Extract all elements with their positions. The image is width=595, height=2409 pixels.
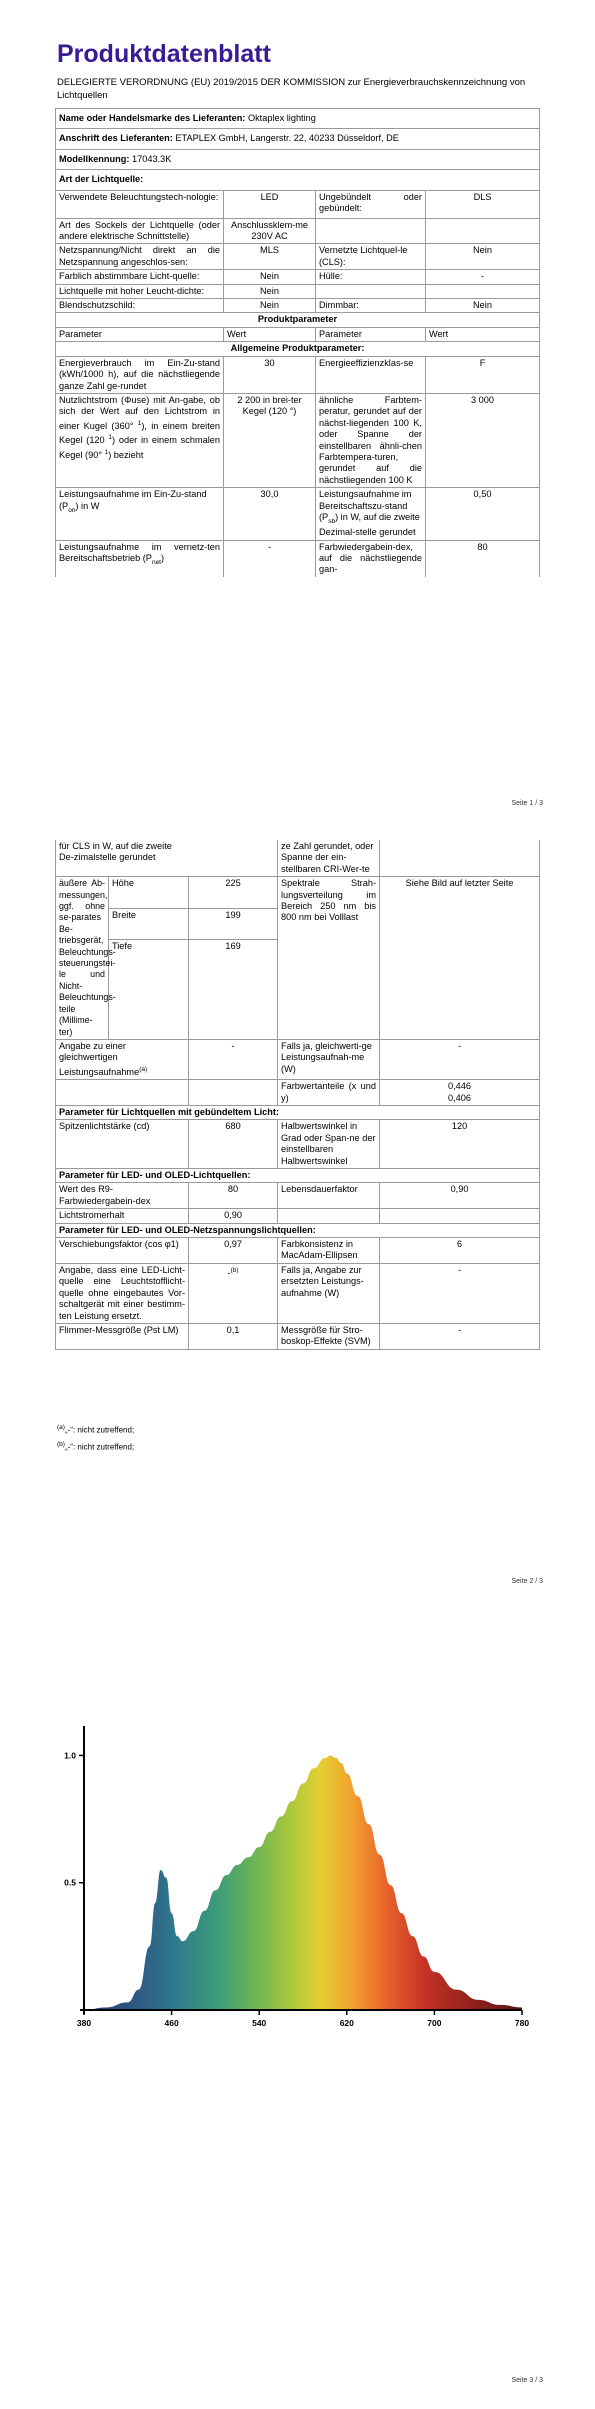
spd-value: Siehe Bild auf letzter Seite — [380, 877, 540, 1040]
x-tick-label: 460 — [164, 2018, 179, 2028]
pnet-label: Leistungsaufnahme im vernetz-ten Bereitschaftsbetrieb $(P_{net})$ — [56, 540, 224, 577]
x-tick-label: 540 — [252, 2018, 267, 2028]
consistency-value: 6 — [380, 1238, 540, 1264]
chroma-value: 0,446 0,406 — [380, 1080, 540, 1106]
dims-row — [56, 877, 540, 908]
flicker-value: 0,1 — [189, 1323, 278, 1349]
chroma-label: Farbwertanteile (x und y) — [278, 1080, 380, 1106]
table-row — [56, 1080, 540, 1106]
cri-label-cont: ze Zahl gerundet, oder Spanne der ein-stellbaren CRI-Wer-te — [278, 840, 380, 877]
address-row — [56, 129, 540, 149]
general-heading-row — [56, 342, 540, 356]
page-number: Seite 1 / 3 — [511, 800, 543, 807]
x-tick-label: 700 — [427, 2018, 442, 2028]
replace-label: Angabe, dass eine LED-Licht-quelle eine Leuchtstofflicht-quelle ohne eingebautes Vor-schaltgerät mit einer bestimm-ten Leistung ersetzt. — [56, 1263, 189, 1323]
table-row — [56, 540, 540, 577]
pon-value: 30,0 — [224, 488, 316, 540]
table-row — [56, 356, 540, 393]
col-header-value: Wert — [224, 327, 316, 341]
supplier-row — [56, 109, 540, 129]
dimmable-label: Dimmbar: — [316, 299, 426, 313]
svm-value: - — [380, 1323, 540, 1349]
tech-label: Verwendete Beleuchtungstech-nologie: — [56, 190, 224, 218]
flux-label: Nutzlichtstrom (Φuse) mit An-gabe, ob sich der Wert auf den Lichtstrom in einer Kugel (360° $^1$), in einem breiten Kegel (120 $^1$) oder in einem schmalen Kegel (90° $^1$) bezieht — [56, 393, 224, 487]
type-heading: Art der Lichtquelle: — [56, 170, 540, 190]
table-row — [56, 840, 540, 877]
luminance-label: Lichtquelle mit hoher Leucht-dichte: — [56, 284, 224, 298]
table-row — [56, 1039, 540, 1079]
page-title: Produktdatenblatt — [57, 40, 271, 68]
unbundled-value: DLS — [426, 190, 540, 218]
replace-w-value: - — [380, 1263, 540, 1323]
dpf-label: Verschiebungsfaktor (cos φ1) — [56, 1238, 189, 1264]
datasheet-table-1 — [55, 108, 540, 577]
cct-value: 3 000 — [426, 393, 540, 487]
spectrum-chart — [48, 1720, 538, 2120]
table-row — [56, 1238, 540, 1264]
beam-label: Halbwertswinkel in Grad oder Span-ne der einstellbaren Halbwertswinkel — [278, 1120, 380, 1169]
cri-value: 80 — [426, 540, 540, 577]
model-row — [56, 149, 540, 169]
model-label: Modellkennung: — [59, 153, 130, 164]
col-header-value: Wert — [426, 327, 540, 341]
spd-label: Spektrale Strah-lungsverteilung im Bereich 250 nm bis 800 nm bei Volllast — [278, 877, 380, 1040]
peak-value: 680 — [189, 1120, 278, 1169]
cls-value: Nein — [426, 244, 540, 270]
tunable-label: Farblich abstimmbare Licht-quelle: — [56, 270, 224, 284]
consistency-label: Farbkonsistenz in MacAdam-Ellipsen — [278, 1238, 380, 1264]
equiv-w-value: - — [380, 1039, 540, 1079]
led-heading: Parameter für LED- und OLED-Lichtquellen: — [56, 1169, 540, 1183]
life-value: 0,90 — [380, 1183, 540, 1209]
directional-heading: Parameter für Lichtquellen mit gebündeltem Licht: — [56, 1106, 540, 1120]
eff-class-value: F — [426, 356, 540, 393]
col-header-param: Parameter — [56, 327, 224, 341]
page-2 — [0, 830, 595, 1620]
mains-label: Netzspannung/Nicht direkt an die Netzspannung angeschlos-sen: — [56, 244, 224, 270]
table-row — [56, 1183, 540, 1209]
tech-value: LED — [224, 190, 316, 218]
table-row — [56, 244, 540, 270]
r9-label: Wert des R9-Farbwiedergabein-dex — [56, 1183, 189, 1209]
product-params-heading-row — [56, 313, 540, 327]
x-tick-label: 780 — [514, 2018, 530, 2028]
table-row — [56, 1323, 540, 1349]
flicker-label: Flimmer-Messgröße (Pst LM) — [56, 1323, 189, 1349]
glare-label: Blendschutzschild: — [56, 299, 224, 313]
equiv-w-label: Falls ja, gleichwerti-ge Leistungsaufnah-me (W) — [278, 1039, 380, 1079]
maint-value: 0,90 — [189, 1209, 278, 1223]
energy-value: 30 — [224, 356, 316, 393]
replace-value: -$^{(b)}$ — [189, 1263, 278, 1323]
energy-label: Energieverbrauch im Ein-Zu-stand (kWh/1000 h), auf die nächstliegende ganze Zahl ge-rundet — [56, 356, 224, 393]
footnote-a: $^{(a)}$„-“: nicht zutreffend; — [57, 1424, 135, 1435]
depth-value: 169 — [189, 939, 278, 1039]
svm-label: Messgröße für Stro-boskop-Effekte (SVM) — [278, 1323, 380, 1349]
x-tick-label: 620 — [339, 2018, 354, 2028]
address-value: ETAPLEX GmbH, Langerstr. 22, 40233 Düsseldorf, DE — [175, 133, 399, 144]
life-label: Lebensdauerfaktor — [278, 1183, 380, 1209]
mains-value: MLS — [224, 244, 316, 270]
table-row — [56, 1209, 540, 1223]
footnote-b: $^{(b)}$„-“: nicht zutreffend; — [57, 1441, 135, 1452]
r9-value: 80 — [189, 1183, 278, 1209]
table-row — [56, 190, 540, 218]
height-label: Höhe — [109, 877, 189, 908]
address-label: Anschrift des Lieferanten: — [59, 133, 173, 144]
beam-value: 120 — [380, 1120, 540, 1169]
flux-value: 2 200 in brei-ter Kegel (120 °) — [224, 393, 316, 487]
table-row — [56, 218, 540, 244]
table-row — [56, 393, 540, 487]
page-number: Seite 3 / 3 — [511, 2377, 543, 2384]
general-heading: Allgemeine Produktparameter: — [56, 342, 540, 356]
spectrum-chart-svg — [48, 1720, 538, 2120]
psb-label: Leistungsaufnahme im Bereitschaftszu-stand $(P_{sb})$ in W, auf die zweite Dezimal-stelle gerundet — [316, 488, 426, 540]
pnet-label-cont: für CLS in W, auf die zweite De-zimalstelle gerundet — [56, 840, 189, 877]
width-label: Breite — [109, 908, 189, 939]
depth-label: Tiefe — [109, 939, 189, 1039]
cls-label: Vernetzte Lichtquel-le (CLS): — [316, 244, 426, 270]
spectrum-area-0 — [84, 1755, 522, 2010]
replace-w-label: Falls ja, Angabe zur ersetzten Leistungs-aufnahme (W) — [278, 1263, 380, 1323]
table-row — [56, 488, 540, 540]
dpf-value: 0,97 — [189, 1238, 278, 1264]
regulation-text: DELEGIERTE VERORDNUNG (EU) 2019/2015 DER KOMMISSION zur Energieverbrauchskennzeichnung von Lichtquellen — [57, 77, 526, 101]
type-heading-row — [56, 170, 540, 190]
socket-label: Art des Sockels der Lichtquelle (oder andere elektrische Schnittstelle) — [56, 218, 224, 244]
tunable-value: Nein — [224, 270, 316, 284]
mains-heading: Parameter für LED- und OLED-Netzspannungslichtquellen: — [56, 1223, 540, 1237]
page-number: Seite 2 / 3 — [511, 1578, 543, 1585]
equiv-label: Angabe zu einer gleichwertigen Leistungsaufnahme$^{(a)}$ — [56, 1039, 189, 1079]
datasheet-table-2 — [55, 840, 540, 1350]
cri-label: Farbwiedergabein-dex, auf die nächstliegende gan- — [316, 540, 426, 577]
cct-label: ähnliche Farbtem-peratur, gerundet auf der nächst-liegenden 100 K, oder Spanne der einstellbaren ähnli-chen Farbtempera-turen, gerundet auf die nächstliegenden 100 K — [316, 393, 426, 487]
envelope-value: - — [426, 270, 540, 284]
table-row — [56, 1120, 540, 1169]
y-tick-label: 0.5 — [64, 1877, 76, 1888]
unbundled-label: Ungebündelt oder gebündelt: — [316, 190, 426, 218]
page-3 — [0, 1620, 595, 2409]
pnet-value: - — [224, 540, 316, 577]
envelope-label: Hülle: — [316, 270, 426, 284]
dimmable-value: Nein — [426, 299, 540, 313]
table-row — [56, 284, 540, 298]
column-header-row — [56, 327, 540, 341]
product-params-heading: Produktparameter — [56, 313, 540, 327]
model-value: 17043.3K — [132, 153, 172, 164]
height-value: 225 — [189, 877, 278, 908]
maint-label: Lichtstromerhalt — [56, 1209, 189, 1223]
x-tick-label: 380 — [76, 2018, 92, 2028]
equiv-value: - — [189, 1039, 278, 1079]
y-tick-label: 1.0 — [64, 1750, 76, 1761]
eff-class-label: Energieeffizienzklas-se — [316, 356, 426, 393]
col-header-param: Parameter — [316, 327, 426, 341]
table-row — [56, 1263, 540, 1323]
page-1 — [0, 0, 595, 830]
width-value: 199 — [189, 908, 278, 939]
dimensions-label: äußere Ab-messungen, ggf. ohne se-parates Be-triebsgerät, Beleuchtungs-steuerungstei-le und Nicht-Beleuchtungs-teile (Millime-ter) — [56, 877, 109, 1040]
glare-value: Nein — [224, 299, 316, 313]
luminance-value: Nein — [224, 284, 316, 298]
supplier-label: Name oder Handelsmarke des Lieferanten: — [59, 113, 246, 123]
supplier-value: Oktaplex lighting — [247, 113, 316, 123]
psb-value: 0,50 — [426, 488, 540, 540]
peak-label: Spitzenlichtstärke (cd) — [56, 1120, 189, 1169]
table-row — [56, 299, 540, 313]
socket-value: Anschlussklem-me 230V AC — [224, 218, 316, 244]
pon-label: Leistungsaufnahme im Ein-Zu-stand $(P_{on})$ in W — [56, 488, 224, 540]
table-row — [56, 270, 540, 284]
